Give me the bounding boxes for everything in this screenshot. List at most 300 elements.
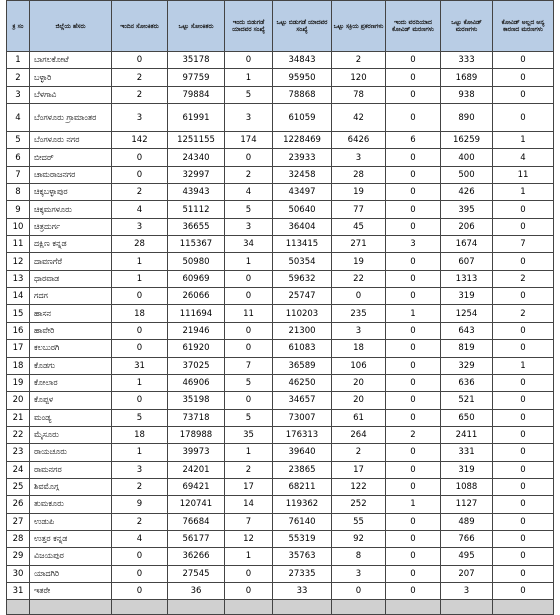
active-cases-cell: 28 — [332, 166, 386, 183]
active-cases-cell: 3 — [332, 322, 386, 339]
other-deaths-cell: 2 — [493, 305, 554, 322]
table-row — [7, 478, 554, 495]
total-deaths-cell: 1127 — [441, 496, 493, 513]
total-discharged-cell: 32458 — [273, 166, 332, 183]
serial-cell: 18 — [7, 357, 30, 374]
table-row — [7, 86, 554, 103]
today-infected-cell: 4 — [112, 201, 168, 218]
table-row — [7, 357, 554, 374]
header-total-discharged: ಒಟ್ಟು ಬಿಡುಗಡೆ ಯಾದವರ ಸಂಖ್ಯೆ — [273, 1, 332, 52]
district-name-cell: ಬಾಗಲಕೋಟೆ — [30, 52, 112, 69]
today-discharged-cell: 3 — [225, 104, 273, 132]
table-row — [7, 253, 554, 270]
today-deaths-cell: 0 — [386, 548, 441, 565]
table-row — [7, 270, 554, 287]
serial-cell: 3 — [7, 86, 30, 103]
today-infected-cell: 0 — [112, 288, 168, 305]
total-discharged-cell: 21300 — [273, 322, 332, 339]
total-infected-cell: 1251155 — [168, 132, 225, 149]
total-discharged-cell: 113415 — [273, 236, 332, 253]
other-deaths-cell: 2 — [493, 270, 554, 287]
header-today-deaths: ಇಂದು ವರದಿಯಾದ ಕೋವಿಡ್ ಮರಣಗಳು — [386, 1, 441, 52]
other-deaths-cell: 1 — [493, 357, 554, 374]
total-row-cell — [386, 600, 441, 615]
active-cases-cell: 92 — [332, 530, 386, 547]
total-deaths-cell: 400 — [441, 149, 493, 166]
serial-cell: 26 — [7, 496, 30, 513]
today-infected-cell: 3 — [112, 218, 168, 235]
today-infected-cell: 2 — [112, 69, 168, 86]
serial-cell: 15 — [7, 305, 30, 322]
other-deaths-cell: 0 — [493, 444, 554, 461]
total-deaths-cell: 395 — [441, 201, 493, 218]
total-deaths-cell: 1254 — [441, 305, 493, 322]
total-discharged-cell: 68211 — [273, 478, 332, 495]
total-infected-cell: 115367 — [168, 236, 225, 253]
total-infected-cell: 79884 — [168, 86, 225, 103]
today-discharged-cell: 0 — [225, 582, 273, 599]
total-row — [7, 600, 554, 615]
today-deaths-cell: 0 — [386, 530, 441, 547]
today-deaths-cell: 6 — [386, 132, 441, 149]
district-name-cell: ಬೆಂಗಳೂರು ಗ್ರಾಮಾಂತರ — [30, 104, 112, 132]
serial-cell: 12 — [7, 253, 30, 270]
today-infected-cell: 142 — [112, 132, 168, 149]
other-deaths-cell: 0 — [493, 530, 554, 547]
today-deaths-cell: 0 — [386, 253, 441, 270]
total-deaths-cell: 1689 — [441, 69, 493, 86]
serial-cell: 28 — [7, 530, 30, 547]
other-deaths-cell: 0 — [493, 582, 554, 599]
table-row — [7, 513, 554, 530]
total-infected-cell: 37025 — [168, 357, 225, 374]
table-body — [7, 52, 554, 615]
total-infected-cell: 178988 — [168, 426, 225, 443]
today-infected-cell: 0 — [112, 52, 168, 69]
table-row — [7, 69, 554, 86]
today-infected-cell: 1 — [112, 253, 168, 270]
total-discharged-cell: 110203 — [273, 305, 332, 322]
table-row — [7, 409, 554, 426]
table-row — [7, 149, 554, 166]
today-discharged-cell: 34 — [225, 236, 273, 253]
today-deaths-cell: 0 — [386, 392, 441, 409]
total-deaths-cell: 1088 — [441, 478, 493, 495]
active-cases-cell: 42 — [332, 104, 386, 132]
total-infected-cell: 50980 — [168, 253, 225, 270]
header-row — [7, 1, 554, 52]
total-deaths-cell: 489 — [441, 513, 493, 530]
today-deaths-cell: 0 — [386, 409, 441, 426]
district-name-cell: ಚಾಮರಾಜನಗರ — [30, 166, 112, 183]
total-discharged-cell: 34843 — [273, 52, 332, 69]
today-discharged-cell: 1 — [225, 444, 273, 461]
table-row — [7, 565, 554, 582]
district-name-cell: ತುಮಕೂರು — [30, 496, 112, 513]
district-name-cell: ಬೀದರ್ — [30, 149, 112, 166]
today-discharged-cell: 0 — [225, 392, 273, 409]
district-name-cell: ಉತ್ತರ ಕನ್ನಡ — [30, 530, 112, 547]
serial-cell: 11 — [7, 236, 30, 253]
serial-cell: 5 — [7, 132, 30, 149]
today-discharged-cell: 11 — [225, 305, 273, 322]
district-name-cell: ಕೊಪ್ಪಳ — [30, 392, 112, 409]
today-deaths-cell: 0 — [386, 104, 441, 132]
table-row — [7, 236, 554, 253]
total-discharged-cell: 27335 — [273, 565, 332, 582]
total-discharged-cell: 34657 — [273, 392, 332, 409]
total-discharged-cell: 43497 — [273, 184, 332, 201]
total-infected-cell: 111694 — [168, 305, 225, 322]
today-discharged-cell: 0 — [225, 565, 273, 582]
serial-cell: 20 — [7, 392, 30, 409]
today-discharged-cell: 3 — [225, 218, 273, 235]
today-infected-cell: 2 — [112, 513, 168, 530]
active-cases-cell: 264 — [332, 426, 386, 443]
district-name-cell: ಉಡುಪಿ — [30, 513, 112, 530]
today-discharged-cell: 1 — [225, 253, 273, 270]
total-row-cell — [168, 600, 225, 615]
today-deaths-cell: 0 — [386, 149, 441, 166]
total-deaths-cell: 650 — [441, 409, 493, 426]
today-infected-cell: 18 — [112, 305, 168, 322]
table-row — [7, 201, 554, 218]
total-discharged-cell: 23933 — [273, 149, 332, 166]
total-deaths-cell: 319 — [441, 461, 493, 478]
total-discharged-cell: 73007 — [273, 409, 332, 426]
total-deaths-cell: 766 — [441, 530, 493, 547]
total-deaths-cell: 1674 — [441, 236, 493, 253]
today-deaths-cell: 0 — [386, 69, 441, 86]
table-row — [7, 132, 554, 149]
serial-cell: 22 — [7, 426, 30, 443]
today-deaths-cell: 0 — [386, 201, 441, 218]
total-infected-cell: 32997 — [168, 166, 225, 183]
total-deaths-cell: 16259 — [441, 132, 493, 149]
serial-cell: 24 — [7, 461, 30, 478]
active-cases-cell: 120 — [332, 69, 386, 86]
today-infected-cell: 2 — [112, 86, 168, 103]
table-row — [7, 104, 554, 132]
today-infected-cell: 0 — [112, 340, 168, 357]
total-row-cell — [332, 600, 386, 615]
serial-cell: 8 — [7, 184, 30, 201]
table-row — [7, 461, 554, 478]
serial-cell: 9 — [7, 201, 30, 218]
active-cases-cell: 3 — [332, 149, 386, 166]
district-name-cell: ಯಾದಗಿರಿ — [30, 565, 112, 582]
other-deaths-cell: 11 — [493, 166, 554, 183]
total-discharged-cell: 46250 — [273, 374, 332, 391]
district-name-cell: ಚಿಕ್ಕಮಗಳೂರು — [30, 201, 112, 218]
total-discharged-cell: 176313 — [273, 426, 332, 443]
total-discharged-cell: 35763 — [273, 548, 332, 565]
total-deaths-cell: 643 — [441, 322, 493, 339]
today-infected-cell: 0 — [112, 565, 168, 582]
total-discharged-cell: 61059 — [273, 104, 332, 132]
serial-cell: 13 — [7, 270, 30, 287]
total-deaths-cell: 329 — [441, 357, 493, 374]
district-name-cell: ದಾವಣಗೆರೆ — [30, 253, 112, 270]
today-deaths-cell: 0 — [386, 582, 441, 599]
total-infected-cell: 21946 — [168, 322, 225, 339]
total-discharged-cell: 76140 — [273, 513, 332, 530]
total-deaths-cell: 495 — [441, 548, 493, 565]
total-infected-cell: 24340 — [168, 149, 225, 166]
header-other-deaths: ಕೋವಿಡ್ ಅಲ್ಲದ ಅನ್ಯ ಕಾರಣದ ಮರಣಗಳು — [493, 1, 554, 52]
today-discharged-cell: 174 — [225, 132, 273, 149]
table-row — [7, 426, 554, 443]
today-deaths-cell: 1 — [386, 496, 441, 513]
active-cases-cell: 106 — [332, 357, 386, 374]
other-deaths-cell: 0 — [493, 288, 554, 305]
active-cases-cell: 55 — [332, 513, 386, 530]
district-name-cell: ಬಳ್ಳಾರಿ — [30, 69, 112, 86]
today-deaths-cell: 0 — [386, 478, 441, 495]
serial-cell: 27 — [7, 513, 30, 530]
total-infected-cell: 36266 — [168, 548, 225, 565]
today-infected-cell: 4 — [112, 530, 168, 547]
today-infected-cell: 2 — [112, 184, 168, 201]
total-discharged-cell: 55319 — [273, 530, 332, 547]
total-deaths-cell: 521 — [441, 392, 493, 409]
active-cases-cell: 22 — [332, 270, 386, 287]
today-infected-cell: 9 — [112, 496, 168, 513]
district-name-cell: ಕೊಡಗು — [30, 357, 112, 374]
other-deaths-cell: 0 — [493, 426, 554, 443]
serial-cell: 19 — [7, 374, 30, 391]
total-deaths-cell: 890 — [441, 104, 493, 132]
header-serial: ಕ್ರ ಸಂ — [7, 1, 30, 52]
other-deaths-cell: 4 — [493, 149, 554, 166]
total-infected-cell: 36655 — [168, 218, 225, 235]
today-infected-cell: 18 — [112, 426, 168, 443]
active-cases-cell: 0 — [332, 582, 386, 599]
today-deaths-cell: 3 — [386, 236, 441, 253]
today-deaths-cell: 0 — [386, 357, 441, 374]
today-discharged-cell: 17 — [225, 478, 273, 495]
today-deaths-cell: 0 — [386, 52, 441, 69]
total-deaths-cell: 938 — [441, 86, 493, 103]
total-infected-cell: 36 — [168, 582, 225, 599]
total-row-cell — [273, 600, 332, 615]
active-cases-cell: 17 — [332, 461, 386, 478]
today-infected-cell: 31 — [112, 357, 168, 374]
serial-cell: 7 — [7, 166, 30, 183]
total-deaths-cell: 1313 — [441, 270, 493, 287]
total-infected-cell: 120741 — [168, 496, 225, 513]
other-deaths-cell: 0 — [493, 322, 554, 339]
today-discharged-cell: 12 — [225, 530, 273, 547]
today-discharged-cell: 7 — [225, 357, 273, 374]
today-deaths-cell: 2 — [386, 426, 441, 443]
total-deaths-cell: 331 — [441, 444, 493, 461]
today-discharged-cell: 0 — [225, 288, 273, 305]
serial-cell: 10 — [7, 218, 30, 235]
total-discharged-cell: 25747 — [273, 288, 332, 305]
total-infected-cell: 60969 — [168, 270, 225, 287]
total-deaths-cell: 500 — [441, 166, 493, 183]
today-deaths-cell: 0 — [386, 565, 441, 582]
total-infected-cell: 35178 — [168, 52, 225, 69]
today-discharged-cell: 2 — [225, 461, 273, 478]
today-infected-cell: 3 — [112, 104, 168, 132]
total-discharged-cell: 36404 — [273, 218, 332, 235]
serial-cell: 29 — [7, 548, 30, 565]
active-cases-cell: 252 — [332, 496, 386, 513]
total-deaths-cell: 2411 — [441, 426, 493, 443]
total-infected-cell: 97759 — [168, 69, 225, 86]
header-active-cases: ಒಟ್ಟು ಸಕ್ರಿಯ ಪ್ರಕರಣಗಳು — [332, 1, 386, 52]
total-infected-cell: 51112 — [168, 201, 225, 218]
active-cases-cell: 8 — [332, 548, 386, 565]
other-deaths-cell: 0 — [493, 392, 554, 409]
active-cases-cell: 19 — [332, 184, 386, 201]
total-infected-cell: 69421 — [168, 478, 225, 495]
table-row — [7, 218, 554, 235]
today-infected-cell: 0 — [112, 548, 168, 565]
today-deaths-cell: 0 — [386, 86, 441, 103]
total-row-cell — [7, 600, 30, 615]
table-row — [7, 548, 554, 565]
district-name-cell: ರಾಯಚೂರು — [30, 444, 112, 461]
total-discharged-cell: 39640 — [273, 444, 332, 461]
today-deaths-cell: 0 — [386, 166, 441, 183]
total-infected-cell: 46906 — [168, 374, 225, 391]
today-infected-cell: 0 — [112, 166, 168, 183]
serial-cell: 30 — [7, 565, 30, 582]
today-infected-cell: 0 — [112, 392, 168, 409]
other-deaths-cell: 0 — [493, 565, 554, 582]
total-row-cell — [112, 600, 168, 615]
total-infected-cell: 61920 — [168, 340, 225, 357]
total-discharged-cell: 1228469 — [273, 132, 332, 149]
serial-cell: 23 — [7, 444, 30, 461]
today-discharged-cell: 0 — [225, 149, 273, 166]
other-deaths-cell: 7 — [493, 236, 554, 253]
total-discharged-cell: 95950 — [273, 69, 332, 86]
today-deaths-cell: 0 — [386, 374, 441, 391]
active-cases-cell: 0 — [332, 288, 386, 305]
today-infected-cell: 1 — [112, 444, 168, 461]
total-infected-cell: 56177 — [168, 530, 225, 547]
total-deaths-cell: 206 — [441, 218, 493, 235]
serial-cell: 17 — [7, 340, 30, 357]
active-cases-cell: 18 — [332, 340, 386, 357]
today-discharged-cell: 7 — [225, 513, 273, 530]
total-discharged-cell: 119362 — [273, 496, 332, 513]
header-today-discharged: ಇಂದು ಬಿಡುಗಡೆ ಯಾದವರ ಸಂಖ್ಯೆ — [225, 1, 273, 52]
district-name-cell: ಚಿಕ್ಕಬಳ್ಳಾಪುರ — [30, 184, 112, 201]
today-discharged-cell: 5 — [225, 374, 273, 391]
today-discharged-cell: 4 — [225, 184, 273, 201]
today-infected-cell: 1 — [112, 374, 168, 391]
other-deaths-cell: 0 — [493, 52, 554, 69]
total-row-cell — [493, 600, 554, 615]
total-deaths-cell: 207 — [441, 565, 493, 582]
district-name-cell: ಗದಗ — [30, 288, 112, 305]
total-infected-cell: 76684 — [168, 513, 225, 530]
other-deaths-cell: 0 — [493, 86, 554, 103]
table-row — [7, 582, 554, 599]
today-infected-cell: 1 — [112, 270, 168, 287]
total-deaths-cell: 636 — [441, 374, 493, 391]
serial-cell: 4 — [7, 104, 30, 132]
today-discharged-cell: 35 — [225, 426, 273, 443]
district-name-cell: ಇತರೇ — [30, 582, 112, 599]
today-infected-cell: 0 — [112, 322, 168, 339]
header-district: ಜಿಲ್ಲೆಯ ಹೆಸರು — [30, 1, 112, 52]
total-discharged-cell: 59632 — [273, 270, 332, 287]
table-row — [7, 166, 554, 183]
total-infected-cell: 61991 — [168, 104, 225, 132]
other-deaths-cell: 0 — [493, 548, 554, 565]
today-discharged-cell: 0 — [225, 52, 273, 69]
table-row — [7, 340, 554, 357]
total-deaths-cell: 333 — [441, 52, 493, 69]
other-deaths-cell: 0 — [493, 409, 554, 426]
other-deaths-cell: 0 — [493, 461, 554, 478]
today-deaths-cell: 1 — [386, 305, 441, 322]
active-cases-cell: 77 — [332, 201, 386, 218]
district-name-cell: ಚಿತ್ರದುರ್ಗ — [30, 218, 112, 235]
district-covid-table-frame — [6, 0, 553, 600]
active-cases-cell: 20 — [332, 392, 386, 409]
active-cases-cell: 235 — [332, 305, 386, 322]
district-name-cell: ಹಾವೇರಿ — [30, 322, 112, 339]
total-deaths-cell: 426 — [441, 184, 493, 201]
other-deaths-cell: 0 — [493, 513, 554, 530]
today-deaths-cell: 0 — [386, 270, 441, 287]
today-infected-cell: 5 — [112, 409, 168, 426]
active-cases-cell: 19 — [332, 253, 386, 270]
today-discharged-cell: 0 — [225, 270, 273, 287]
total-infected-cell: 39973 — [168, 444, 225, 461]
district-name-cell: ಮೈಸೂರು — [30, 426, 112, 443]
district-name-cell: ಬೆಳಗಾವಿ — [30, 86, 112, 103]
table-row — [7, 184, 554, 201]
today-infected-cell: 0 — [112, 149, 168, 166]
today-deaths-cell: 0 — [386, 444, 441, 461]
today-discharged-cell: 1 — [225, 548, 273, 565]
table-row — [7, 305, 554, 322]
total-discharged-cell: 50354 — [273, 253, 332, 270]
total-infected-cell: 26066 — [168, 288, 225, 305]
today-discharged-cell: 5 — [225, 409, 273, 426]
district-name-cell: ಕೋಲಾರ — [30, 374, 112, 391]
active-cases-cell: 78 — [332, 86, 386, 103]
today-deaths-cell: 0 — [386, 461, 441, 478]
active-cases-cell: 2 — [332, 444, 386, 461]
other-deaths-cell: 1 — [493, 132, 554, 149]
other-deaths-cell: 0 — [493, 253, 554, 270]
active-cases-cell: 3 — [332, 565, 386, 582]
district-name-cell: ರಾಮನಗರ — [30, 461, 112, 478]
total-deaths-cell: 819 — [441, 340, 493, 357]
total-infected-cell: 43943 — [168, 184, 225, 201]
total-deaths-cell: 3 — [441, 582, 493, 599]
today-deaths-cell: 0 — [386, 288, 441, 305]
active-cases-cell: 2 — [332, 52, 386, 69]
header-today-infected: ಇಂದಿನ ಸೋಂಕಿತರು — [112, 1, 168, 52]
today-discharged-cell: 2 — [225, 166, 273, 183]
active-cases-cell: 271 — [332, 236, 386, 253]
active-cases-cell: 61 — [332, 409, 386, 426]
total-deaths-cell: 607 — [441, 253, 493, 270]
total-discharged-cell: 36589 — [273, 357, 332, 374]
active-cases-cell: 20 — [332, 374, 386, 391]
table-row — [7, 288, 554, 305]
